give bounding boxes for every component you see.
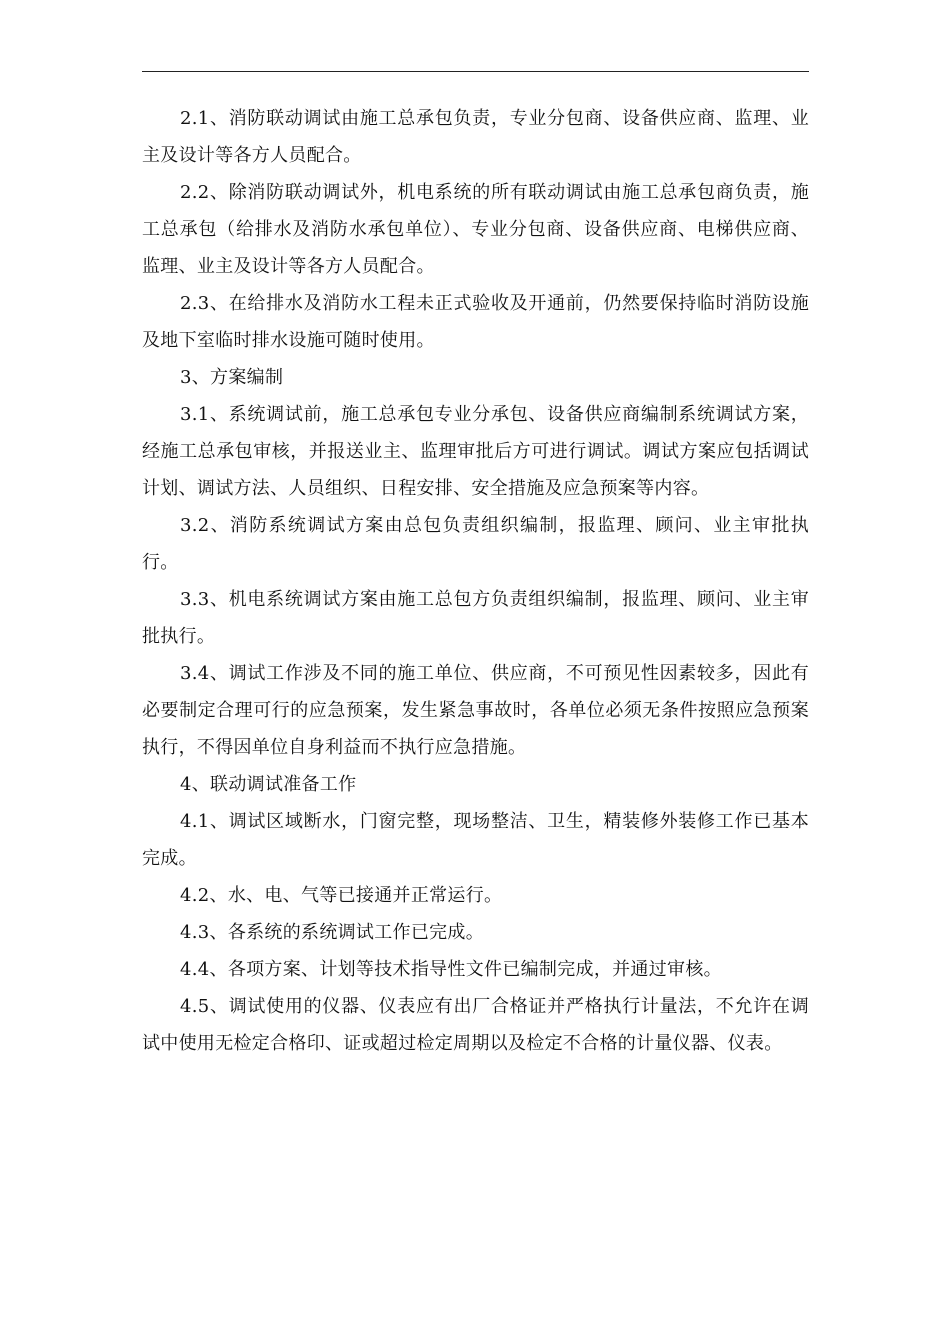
- paragraph-3-4: 3.4、调试工作涉及不同的施工单位、供应商，不可预见性因素较多，因此有必要制定合理可行的应急预案，发生紧急事故时，各单位必须无条件按照应急预案执行，不得因单位自身利益而不执行应急措施。: [142, 663, 809, 758]
- paragraph-4-5: 4.5、调试使用的仪器、仪表应有出厂合格证并严格执行计量法，不允许在调试中使用无检定合格印、证或超过检定周期以及检定不合格的计量仪器、仪表。: [142, 996, 809, 1054]
- paragraph-3-3: 3.3、机电系统调试方案由施工总包方负责组织编制，报监理、顾问、业主审批执行。: [142, 589, 809, 647]
- paragraph-2-3: 2.3、在给排水及消防水工程未正式验收及开通前，仍然要保持临时消防设施及地下室临时排水设施可随时使用。: [142, 293, 809, 351]
- paragraph-4-3: 4.3、各系统的系统调试工作已完成。: [180, 922, 485, 943]
- document-body: [142, 100, 809, 1062]
- header-rule: [142, 71, 809, 72]
- paragraph-4-4: 4.4、各项方案、计划等技术指导性文件已编制完成，并通过审核。: [180, 959, 722, 980]
- paragraph-4-1: 4.1、调试区域断水，门窗完整，现场整洁、卫生，精装修外装修工作已基本完成。: [142, 811, 809, 869]
- section-heading-3: 3、方案编制: [180, 367, 284, 388]
- section-heading-4: 4、联动调试准备工作: [180, 774, 357, 795]
- paragraph-3-2: 3.2、消防系统调试方案由总包负责组织编制，报监理、顾问、业主审批执行。: [142, 515, 809, 573]
- paragraph-2-1: 2.1、消防联动调试由施工总承包负责，专业分包商、设备供应商、监理、业主及设计等各方人员配合。: [142, 108, 809, 166]
- paragraph-2-2: 2.2、除消防联动调试外，机电系统的所有联动调试由施工总承包商负责，施工总承包（给排水及消防水承包单位）、专业分包商、设备供应商、电梯供应商、监理、业主及设计等各方人员配合。: [142, 182, 809, 277]
- paragraph-3-1: 3.1、系统调试前，施工总承包专业分承包、设备供应商编制系统调试方案，经施工总承包审核，并报送业主、监理审批后方可进行调试。调试方案应包括调试计划、调试方法、人员组织、日程安排、安全措施及应急预案等内容。: [142, 404, 809, 499]
- paragraph-4-2: 4.2、水、电、气等已接通并正常运行。: [180, 885, 503, 906]
